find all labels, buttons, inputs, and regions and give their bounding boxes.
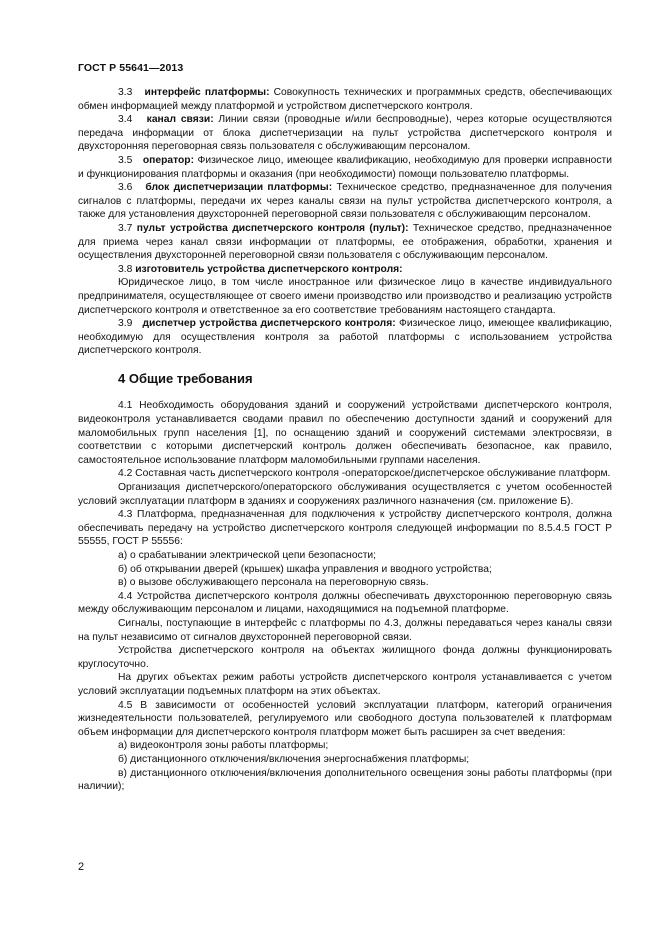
list-item: а) видеоконтроля зоны работы платформы; [118, 740, 329, 752]
paragraph: На других объектах режим работы устройств диспетчерского контроля устанавливается с учетом условий эксплуатации подъемных платформ на этих объектах. [78, 672, 612, 697]
paragraph-4-1: 4.1 Необходимость оборудования зданий и сооружений устройствами диспетчерского контроля, видеоконтроля устанавливается сводами правил по обеспечению доступности зданий и сооружений для маломобильных групп населения [1], по оснащению зданий и сооружений системами электросвязи, в соответствии с которыми диспетчерский контроль должен обеспечивать безопасное, как правило, самостоятельное использование платформ маломобильными группами населения. [78, 400, 612, 466]
definition-3-5 [78, 154, 612, 181]
definition-3-3 [78, 86, 612, 113]
paragraph-4-3: 4.3 Платформа, предназначенная для подключения к устройству диспетчерского контроля, должна обеспечивать передачу на устройство диспетчерского контроля следующей информации по 8.5.4.5 ГОСТ Р 55555, ГОСТ Р 55556: [78, 509, 612, 548]
paragraph: Устройства диспетчерского контроля на объектах жилищного фонда должны функционировать круглосуточно. [78, 645, 612, 670]
definition-text: Техническое средство, предназначенное для приема через канал связи информации от платформы, ее отображения, обработки, хранения и осуществления двухсторонней переговорной связи пользователя с обслуживающим персоналом. [78, 222, 612, 262]
definition-3-8 [78, 263, 612, 277]
clause-number: 3.8 [118, 263, 133, 275]
term: оператор: [142, 154, 194, 166]
list-item: в) дистанционного отключения/включения дополнительного освещения зоны работы платформы (при наличии); [78, 767, 612, 793]
paragraph: Сигналы, поступающие в интерфейс с платформы по 4.3, должны передаваться через каналы связи на пульт независимо от сигналов двухсторонней переговорной связи. [78, 617, 612, 643]
paragraph-4-5: 4.5 В зависимости от особенностей условий эксплуатации платформ, категорий ограничения жизнедеятельности пользователей, регулируемого или свободного доступа пользователей к платформам объем информации для диспетчерского контроля платформ может быть расширен за счет введения: [78, 699, 612, 738]
definition-text: Совокупность технических и программных средств, обеспечивающих обмен информацией между платформой и устройством диспетчерского контроля. [78, 87, 612, 112]
list-item: б) об открывании дверей (крышек) шкафа управления и вводного устройства; [118, 563, 492, 575]
definition-text: Физическое лицо, имеющее квалификацию, необходимую для проверки исправности и функционирования платформы и оказания (при необходимости) помощи пользователю платформы. [78, 154, 612, 180]
clause-number: 3.6 [118, 182, 133, 194]
definition-text: Техническое средство, предназначенное для получения сигналов с платформы, передачи их через каналы связи на пульт устройства диспетчерского контроля, а также для установления двухсторонней переговорной связи пользователя с обслуживающим персоналом. [78, 182, 612, 221]
clause-number: 3.9 [118, 318, 133, 330]
page-body [78, 86, 612, 794]
definition-text: Физическое лицо, имеющее квалификацию, необходимую для осуществления контроля за работой платформы с использованием устройства диспетчерского контроля. [78, 318, 612, 357]
term: диспетчер устройства диспетчерского контроля: [142, 318, 396, 330]
clause-number: 3.7 [118, 222, 133, 234]
term: пульт устройства диспетчерского контроля (пульт): [136, 222, 409, 234]
clause-number: 3.5 [118, 154, 133, 166]
list-item: б) дистанционного отключения/включения энергоснабжения платформы; [118, 753, 470, 765]
list-item: а) о срабатывании электрической цепи безопасности; [118, 550, 377, 561]
term: канал связи: [146, 114, 214, 126]
page-number: 2 [78, 861, 85, 873]
section-heading: 4 Общие требования [118, 370, 253, 386]
clause-number: 3.3 [118, 87, 133, 98]
definition-text: Линии связи (проводные и/или беспроводные), через которые осуществляются передача информации от блока диспетчеризации на пульт устройства диспетчерского контроля и двухсторонняя переговорная связь пользователя с обслуживающим персоналом. [78, 114, 612, 153]
definition-3-6 [78, 181, 612, 222]
list-item: в) о вызове обслуживающего персонала на переговорную связь. [118, 577, 429, 589]
definition-3-8-text: Юридическое лицо, в том числе иностранное или физическое лицо в качестве индивидуального предпринимателя, осуществляющее от своего имени производство или производство и реализацию устройств диспетчерского контроля и ответственное за его соответствие требованиям настоящего стандарта. [78, 277, 612, 316]
paragraph-4-2: 4.2 Составная часть диспетчерского контроля -операторское/диспетчерское обслуживание платформ. [118, 468, 611, 480]
definition-3-9 [78, 317, 612, 358]
definition-3-7 [78, 222, 612, 263]
clause-number: 3.4 [118, 114, 133, 126]
definition-3-4 [78, 113, 612, 154]
paragraph-4-4: 4.4 Устройства диспетчерского контроля должны обеспечивать двухстороннюю переговорную связь между обслуживающим персоналом и лицами, находящимися на подъемной платформе. [78, 590, 612, 616]
term: блок диспетчеризации платформы: [145, 182, 333, 194]
paragraph: Организация диспетчерского/операторского обслуживания осуществляется с учетом особенностей условий эксплуатации платформ в зданиях и сооружениях различного назначения (см. приложение Б). [78, 482, 612, 507]
term: изготовитель устройства диспетчерского контроля: [135, 263, 403, 275]
term: интерфейс платформы: [144, 87, 270, 98]
document-code: ГОСТ Р 55641—2013 [78, 62, 184, 74]
